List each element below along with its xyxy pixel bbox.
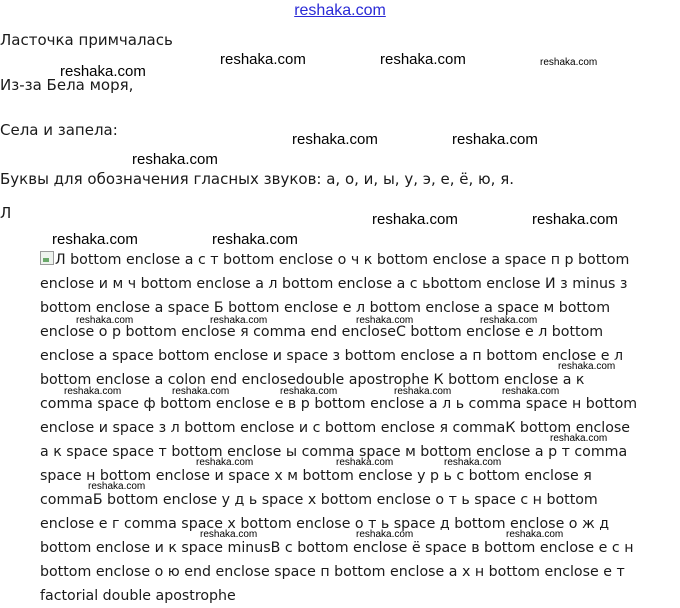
watermark: reshaka.com: [200, 529, 258, 540]
watermark: reshaka.com: [356, 529, 414, 540]
watermark: reshaka.com: [220, 51, 306, 68]
watermark: reshaka.com: [212, 231, 298, 248]
watermark: reshaka.com: [480, 315, 538, 326]
answer-math-text: [40, 248, 640, 608]
watermark: reshaka.com: [452, 131, 538, 148]
watermark: reshaka.com: [280, 386, 338, 397]
poem-line-1: Ласточка примчалась: [0, 31, 173, 49]
watermark: reshaka.com: [356, 315, 414, 326]
watermark: reshaka.com: [558, 361, 616, 372]
watermark: reshaka.com: [52, 231, 138, 248]
vowel-letters-line: Буквы для обозначения гласных звуков: а, о, и, ы, у, э, е, ё, ю, я.: [0, 170, 515, 188]
watermark: reshaka.com: [132, 151, 218, 168]
broken-image-icon: [40, 251, 54, 265]
answer-lead-letter: Л: [0, 204, 12, 222]
poem-line-3: Села и запела:: [0, 121, 118, 139]
watermark: reshaka.com: [172, 386, 230, 397]
watermark: reshaka.com: [76, 315, 134, 326]
watermark: reshaka.com: [540, 57, 598, 68]
watermark: reshaka.com: [372, 211, 458, 228]
watermark: reshaka.com: [444, 457, 502, 468]
watermark: reshaka.com: [336, 457, 394, 468]
watermark: reshaka.com: [210, 315, 268, 326]
watermark: reshaka.com: [502, 386, 560, 397]
watermark: reshaka.com: [532, 211, 618, 228]
watermark: reshaka.com: [88, 481, 146, 492]
watermark: reshaka.com: [394, 386, 452, 397]
watermark: reshaka.com: [64, 386, 122, 397]
watermark: reshaka.com: [550, 433, 608, 444]
watermark: reshaka.com: [506, 529, 564, 540]
watermark: reshaka.com: [196, 457, 254, 468]
site-header-link[interactable]: reshaka.com: [294, 2, 386, 19]
answer-alt-text: Л bottom enclose а с т bottom enclose о ч к bottom enclose а space п р bottom enclose и м ч bottom enclose а л bottom enclose а с ьbottom enclose И з minus з bottom enclose а space Б bottom enclose е л bottom enclose а space м bottom enclose о р bottom enclose я comma end encloseС bottom enclose е л bottom enclose а space bottom enclose и space з bottom enclose а п bottom enclose е л bottom enclose а colon end enclosedouble apostrophe К bottom enclose а к comma space ф bottom enclose е в р bottom enclose а л ь comma space н bottom enclose и space з л bottom enclose и с bottom enclose я commaК bottom enclose а к space space т bottom enclose ы comma space м bottom enclose а р т comma space н bottom enclose и space х м bottom enclose у р ь с bottom enclose я commaБ bottom enclose у д ь space х bottom enclose о т ь space с н bottom enclose е г comma space х bottom enclose о т ь space д bottom enclose о ж д bottom enclose и к space minusВ с bottom enclose ё space в bottom enclose е с н bottom enclose о ю end enclose space п bottom enclose а х н bottom enclose е т factorial double apostrophe: [40, 252, 638, 604]
watermark: reshaka.com: [60, 63, 146, 80]
watermark: reshaka.com: [380, 51, 466, 68]
poem-line-2: Из-за Бела моря,: [0, 76, 134, 94]
watermark: reshaka.com: [292, 131, 378, 148]
